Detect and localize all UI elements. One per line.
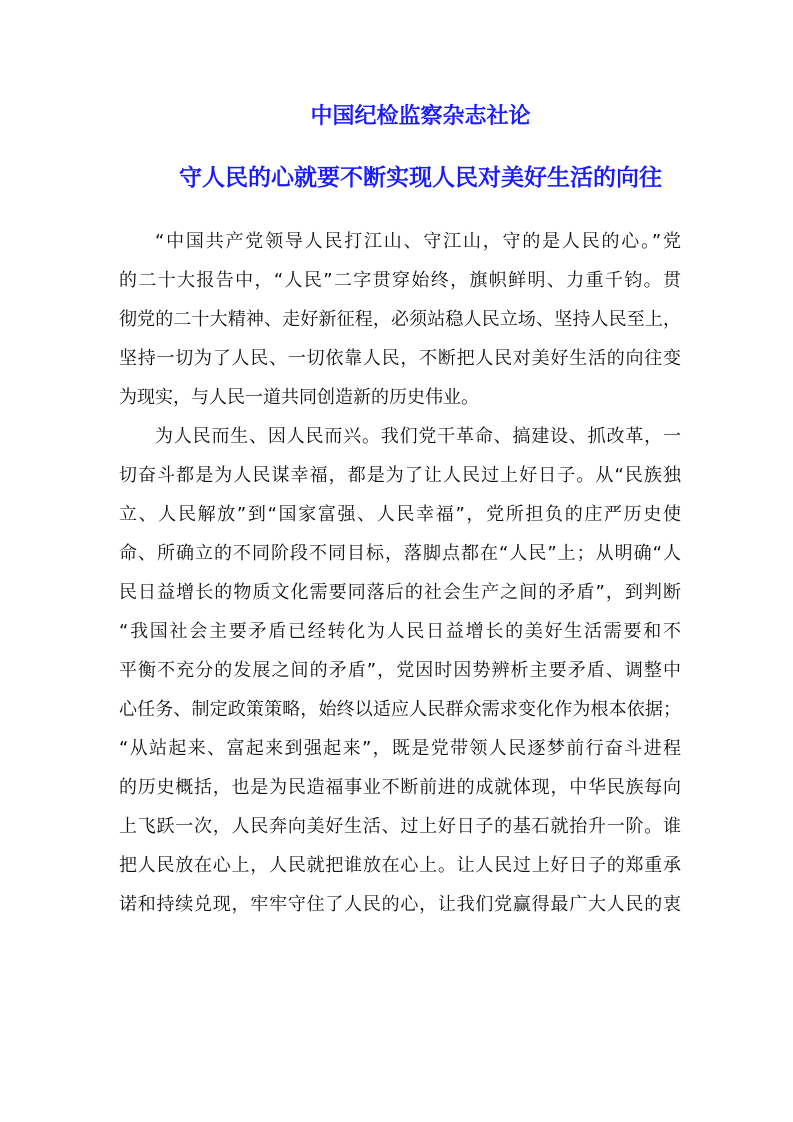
paragraph-line: 为人民而生、因人民而兴。我们党干革命、搞建设、抓改革，一 (155, 426, 681, 447)
paragraph-line: 的二十大报告中，“人民”二字贯穿始终，旗帜鲜明、力重千钧。贯 (119, 270, 681, 291)
paragraph-line: 切奋斗都是为人民谋幸福，都是为了让人民过上好日子。从“民族独 (119, 465, 681, 486)
paragraph-line: “我国社会主要矛盾已经转化为人民日益增长的美好生活需要和不 (119, 621, 681, 642)
paragraph-line: 彻党的二十大精神、走好新征程，必须站稳人民立场、坚持人民至上， (119, 309, 681, 330)
paragraph-line: 平衡不充分的发展之间的矛盾”，党因时因势辨析主要矛盾、调整中 (119, 660, 681, 681)
paragraph-line: 把人民放在心上，人民就把谁放在心上。让人民过上好日子的郑重承 (119, 855, 681, 876)
paragraph-line: 坚持一切为了人民、一切依靠人民，不断把人民对美好生活的向往变 (119, 348, 681, 369)
paragraph-line: 诺和持续兑现，牢牢守住了人民的心，让我们党赢得最广大人民的衷 (119, 894, 681, 915)
paragraph-line: 的历史概括，也是为民造福事业不断前进的成就体现，中华民族每向 (119, 777, 681, 798)
paragraph-line: 为现实，与人民一道共同创造新的历史伟业。 (119, 387, 479, 408)
paragraph-line: 立、人民解放”到“国家富强、人民幸福”，党所担负的庄严历史使 (119, 504, 681, 525)
paragraph-line: “中国共产党领导人民打江山、守江山，守的是人民的心。”党 (155, 231, 681, 252)
document-subtitle: 守人民的心就要不断实现人民对美好生活的向往 (179, 165, 662, 191)
paragraph-line: “从站起来、富起来到强起来”，既是党带领人民逐梦前行奋斗进程 (119, 738, 681, 759)
paragraph-line: 民日益增长的物质文化需要同落后的社会生产之间的矛盾”，到判断 (119, 582, 681, 603)
paragraph-line: 心任务、制定政策策略，始终以适应人民群众需求变化作为根本依据； (119, 699, 681, 720)
paragraph-2 (119, 417, 681, 924)
paragraph-line: 命、所确立的不同阶段不同目标，落脚点都在“人民”上；从明确“人 (119, 543, 681, 564)
paragraph-1 (119, 222, 681, 417)
document-title: 中国纪检监察杂志社论 (310, 104, 531, 129)
document-body (119, 222, 681, 924)
paragraph-line: 上飞跃一次，人民奔向美好生活、过上好日子的基石就抬升一阶。谁 (119, 816, 681, 837)
